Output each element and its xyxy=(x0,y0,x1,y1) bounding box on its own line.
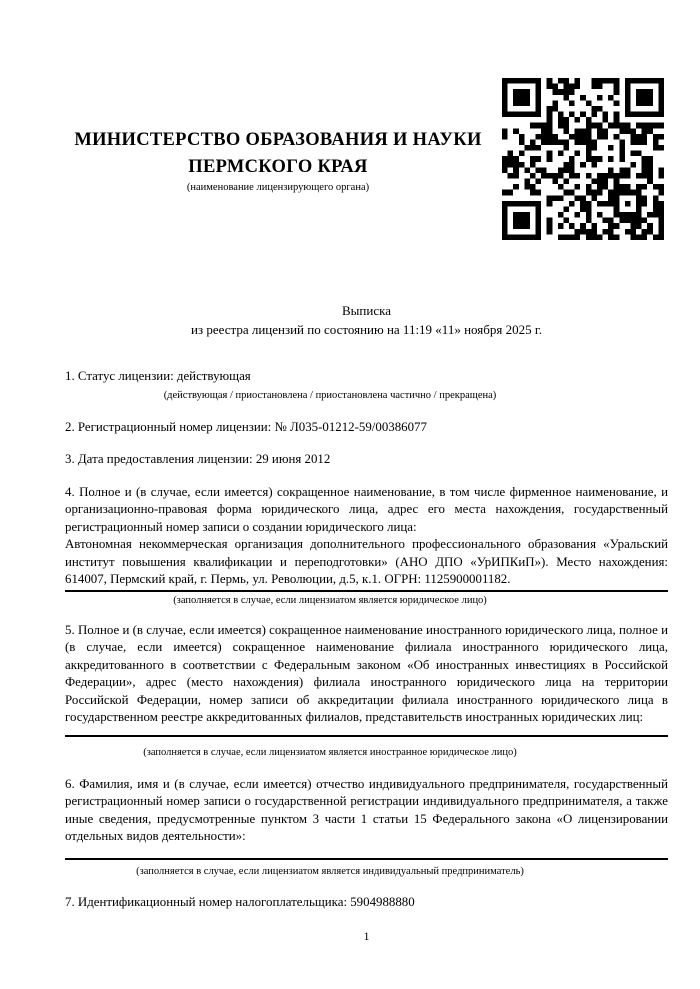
field-license-status-caption: (действующая / приостановлена / приостановлена частично / прекращена) xyxy=(163,389,497,401)
field-foreign-entity-prompt: 5. Полное и (в случае, если имеется) сокращенное наименование иностранного юридического лица, полное и (в случае, если имеется) сокращенное наименование филиала иностранного юридического лица, аккредитованного в соответствии с Федеральным законом «Об иностранных инвестициях в Российской Федерации», адрес (место нахождения) филиала иностранного юридического лица на территории Российской Федерации, номер записи об аккредитации филиала иностранного юридического лица в государственном реестре аккредитованных филиалов, представительств иностранных юридических лиц: xyxy=(65,622,668,724)
qr-code-icon xyxy=(502,78,664,240)
document-title-block xyxy=(65,302,668,339)
field-foreign-entity-caption: (заполняется в случае, если лицензиатом является иностранное юридическое лицо) xyxy=(143,746,517,758)
page-number: 1 xyxy=(363,929,370,943)
field-legal-entity-prompt: 4. Полное и (в случае, если имеется) сокращенное наименование, в том числе фирменное наименование, и организационно-правовая форма юридического лица, адрес его места нахождения, государственный регистрационный номер записи о создании юридического лица: xyxy=(65,484,668,534)
field-legal-entity-underline xyxy=(65,590,668,592)
licensing-authority-header xyxy=(65,127,491,195)
ministry-caption: (наименование лицензирующего органа) xyxy=(186,182,370,193)
field-legal-entity-caption: (заполняется в случае, если лицензиатом является юридическое лицо) xyxy=(173,594,487,606)
field-entrepreneur-underline xyxy=(65,858,668,860)
field-foreign-entity-underline xyxy=(65,735,668,737)
field-grant-date: 3. Дата предоставления лицензии: 29 июня 2012 xyxy=(65,452,331,466)
document-subtitle: из реестра лицензий по состоянию на 11:19 «11» ноября 2025 г. xyxy=(191,321,542,337)
field-license-status: 1. Статус лицензии: действующая xyxy=(65,369,251,383)
field-entrepreneur-caption: (заполняется в случае, если лицензиатом является индивидуальный предприниматель) xyxy=(136,865,524,877)
field-registration-number: 2. Регистрационный номер лицензии: № Л035-01212-59/00386077 xyxy=(65,419,427,434)
field-legal-entity-value: Автономная некоммерческая организация дополнительного профессионального образования «Уральский институт повышения квалификации и переподготовки» (АНО ДПО «УрИПКиП»). Место нахождения: 614007, Пермский край, г. Пермь, ул. Революции, д.5, к.1. ОГРН: 1125900001182. xyxy=(65,537,668,586)
document-title: Выписка xyxy=(342,303,391,318)
field-entrepreneur-prompt: 6. Фамилия, имя и (в случае, если имеется) отчество индивидуального предпринимателя, государственный регистрационный номер записи о государственной регистрации индивидуального предпринимателя, а также иные сведения, предусмотренные пунктом 3 части 1 статьи 15 Федерального закона «О лицензировании отдельных видов деятельности»: xyxy=(65,776,668,843)
ministry-name-line2: ПЕРМСКОГО КРАЯ xyxy=(188,157,368,177)
field-taxpayer-number: 7. Идентификационный номер налогоплательщика: 5904988880 xyxy=(65,894,415,909)
ministry-name-line1: МИНИСТЕРСТВО ОБРАЗОВАНИЯ И НАУКИ xyxy=(74,130,482,150)
